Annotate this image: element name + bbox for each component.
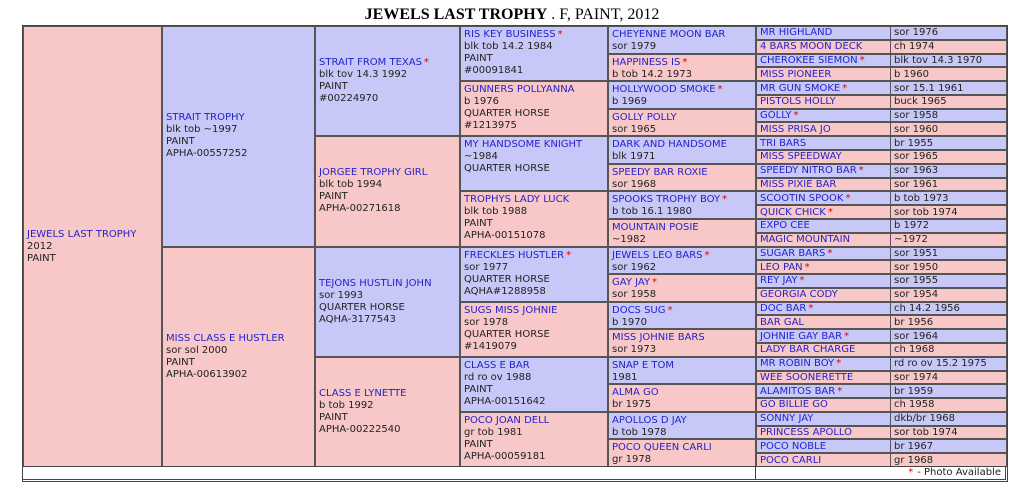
gen6-info-cell: sor 1955 [894, 275, 939, 287]
gen5-horse-cell [608, 302, 756, 330]
horse-detail: APHA-00151642 [464, 395, 546, 407]
horse-detail: blk 1971 [612, 151, 656, 163]
gen6-name-cell [757, 261, 891, 273]
gen6-info-cell: ~1972 [894, 234, 928, 246]
gen6-name-cell [757, 385, 891, 397]
gen5-horse-cell [608, 54, 756, 82]
gen5-horse-cell [608, 329, 756, 357]
gen6-horse-row [756, 315, 1007, 329]
gen6-name-cell [757, 234, 891, 246]
horse-detail: APHA-00151078 [464, 230, 546, 242]
horse-name-link[interactable]: GOLLY [760, 110, 792, 122]
horse-name-link[interactable]: GEORGIA CODY [760, 289, 838, 301]
gen4-horse-cell [460, 357, 608, 412]
gen6-horse-row [756, 219, 1007, 233]
gen6-horse-row [756, 67, 1007, 81]
horse-name-link[interactable]: SPOOKS TROPHY BOY [612, 194, 721, 206]
footer-spacer [22, 466, 755, 480]
gen6-horse-row [756, 398, 1007, 412]
gen6-horse-row [756, 343, 1007, 357]
horse-name-link[interactable]: APOLLOS D JAY [612, 414, 687, 426]
horse-name-link[interactable]: MR ROBIN BOY [760, 358, 835, 370]
gen6-horse-row [756, 247, 1007, 261]
photo-available-icon: * [793, 110, 799, 122]
gen3-horse-cell [315, 136, 460, 246]
horse-detail: sor 1979 [612, 41, 657, 52]
gen6-horse-row [756, 54, 1007, 68]
gen6-horse-row [756, 122, 1007, 136]
gen2-horse-cell [162, 26, 315, 247]
pedigree-table [22, 25, 1008, 482]
horse-detail: blk tob 14.2 1984 [464, 41, 553, 52]
gen6-horse-row [756, 95, 1007, 109]
gen6-info-cell: sor tob 1974 [894, 427, 958, 439]
horse-name-link[interactable]: DOCS SUG [612, 304, 666, 316]
horse-detail: sor sol 2000 [166, 344, 228, 356]
gen6-name-cell [757, 289, 891, 301]
horse-name-link[interactable]: POCO QUEEN CARLI [612, 442, 712, 454]
horse-detail: APHA-00613902 [166, 368, 248, 380]
gen6-info-cell: b 1972 [894, 220, 929, 232]
photo-available-icon: * [858, 165, 864, 177]
photo-available-icon: * [799, 275, 805, 287]
horse-detail: gr 1978 [612, 454, 652, 466]
gen3-horse-cell [315, 247, 460, 357]
horse-name-link[interactable]: PISTOLS HOLLY [760, 96, 836, 108]
horse-detail: 1981 [612, 371, 638, 383]
gen6-info-cell: sor 1963 [894, 165, 939, 177]
gen6-info-cell: ch 14.2 1956 [894, 303, 960, 315]
gen6-name-cell [757, 344, 891, 356]
title-suffix: . F, PAINT, 2012 [551, 6, 660, 23]
gen6-horse-row [756, 26, 1007, 40]
gen6-horse-row [756, 178, 1007, 192]
horse-detail: blk tob 1988 [464, 206, 528, 218]
horse-detail: APHA-00059181 [464, 450, 546, 462]
gen6-name-cell [757, 179, 891, 191]
horse-detail: blk tov 14.3 1992 [319, 69, 408, 81]
gen5-horse-cell [608, 81, 756, 109]
horse-detail: QUARTER HORSE [464, 273, 550, 285]
horse-name-link[interactable]: CHEYENNE MOON BAR [612, 29, 726, 40]
horse-detail: #00091841 [464, 65, 524, 76]
gen6-name-cell [757, 41, 891, 53]
gen4-horse-cell [460, 81, 608, 136]
gen6-horse-row [756, 205, 1007, 219]
horse-detail: PAINT [464, 218, 493, 230]
photo-available-icon: * [704, 249, 710, 261]
photo-available-icon: * [557, 29, 563, 40]
gen6-name-cell [757, 137, 891, 149]
horse-name-link[interactable]: MISS PIONEER [760, 68, 832, 80]
horse-name-link[interactable]: POCO CARLI [760, 454, 822, 466]
gen5-horse-cell [608, 274, 756, 302]
photo-legend-text: - Photo Available [917, 467, 1001, 478]
gen5-horse-cell [608, 164, 756, 192]
horse-detail: sor 1993 [319, 289, 364, 301]
gen6-name-cell [757, 248, 891, 260]
horse-name-link[interactable]: MISS CLASS E HUSTLER [166, 332, 285, 344]
gen6-info-cell: ch 1974 [894, 41, 935, 53]
gen6-name-cell [757, 372, 891, 384]
horse-name-link[interactable]: STRAIT FROM TEXAS [319, 57, 422, 69]
horse-name-link[interactable]: MISS JOHNIE BARS [612, 332, 705, 344]
horse-name-link[interactable]: HAPPINESS IS [612, 56, 681, 68]
gen5-horse-cell [608, 191, 756, 219]
gen6-info-cell: ch 1968 [894, 344, 935, 356]
horse-name-link[interactable]: CHEROKEE SIEMON [760, 54, 858, 66]
horse-name-link[interactable]: SPEEDY BAR ROXIE [612, 166, 708, 178]
gen6-name-cell [757, 123, 891, 135]
gen6-info-cell: br 1955 [894, 137, 934, 149]
horse-name-link[interactable]: ALMA GO [612, 387, 659, 399]
gen6-info-cell: gr 1968 [894, 454, 934, 466]
horse-detail: APHA-00222540 [319, 423, 401, 435]
horse-detail: b 1970 [612, 316, 647, 328]
horse-name-link[interactable]: SONNY JAY [760, 413, 814, 425]
horse-detail: #1419079 [464, 340, 517, 352]
horse-detail: APHA-00557252 [166, 148, 248, 160]
photo-available-icon: * [842, 82, 848, 94]
horse-detail: b tob 14.2 1973 [612, 68, 692, 80]
photo-available-icon: * [566, 249, 572, 261]
gen6-info-cell: sor tob 1974 [894, 206, 958, 218]
horse-name-link[interactable]: DARK AND HANDSOME [612, 139, 727, 151]
horse-name-link[interactable]: MR GUN SMOKE [760, 82, 841, 94]
photo-available-icon: * [859, 54, 865, 66]
horse-detail: ~1984 [464, 151, 498, 163]
photo-available-icon: * [423, 57, 429, 69]
gen6-name-cell [757, 413, 891, 425]
horse-detail: PAINT [464, 438, 493, 450]
horse-name-link[interactable]: MISS SPEEDWAY [760, 151, 842, 163]
gen6-name-cell [757, 330, 891, 342]
horse-name-link[interactable]: JEWELS LEO BARS [612, 249, 703, 261]
horse-detail: QUARTER HORSE [319, 301, 405, 313]
gen6-name-cell [757, 82, 891, 94]
horse-detail: QUARTER HORSE [464, 328, 550, 340]
gen6-name-cell [757, 192, 891, 204]
gen6-info-cell: buck 1965 [894, 96, 947, 108]
gen2-horse-cell [162, 247, 315, 468]
gen6-name-cell [757, 220, 891, 232]
horse-detail: PAINT [319, 191, 348, 203]
horse-detail: b 1969 [612, 96, 647, 108]
gen4-horse-cell [460, 302, 608, 357]
gen6-info-cell: sor 1974 [894, 371, 939, 383]
horse-detail: AQHA-3177543 [319, 313, 396, 325]
gen6-horse-row [756, 233, 1007, 247]
gen6-horse-row [756, 288, 1007, 302]
gen6-name-cell [757, 275, 891, 287]
gen6-info-cell: dkb/br 1968 [894, 413, 955, 425]
photo-available-icon: * [836, 358, 842, 370]
gen4-horse-cell [460, 412, 608, 467]
gen6-info-cell: sor 1965 [894, 151, 939, 163]
photo-available-icon: * [808, 303, 814, 315]
gen6-info-cell: sor 1958 [894, 110, 939, 122]
gen6-name-cell [757, 151, 891, 163]
gen6-name-cell [757, 358, 891, 370]
horse-name-link[interactable]: JORGEE TROPHY GIRL [319, 167, 428, 179]
gen6-horse-row [756, 164, 1007, 178]
horse-name-link[interactable]: DOC BAR [760, 303, 807, 315]
photo-available-icon: * [652, 277, 658, 289]
horse-detail: QUARTER HORSE [464, 108, 550, 120]
gen6-info-cell: br 1959 [894, 385, 934, 397]
horse-name-link[interactable]: MOUNTAIN POSIE [612, 221, 699, 233]
horse-name-link[interactable]: GO BILLIE GO [760, 399, 828, 411]
horse-detail: PAINT [166, 356, 195, 368]
gen6-name-cell [757, 303, 891, 315]
gen5-horse-cell [608, 219, 756, 247]
horse-detail: b tob 1992 [319, 399, 374, 411]
subject-name-link[interactable]: JEWELS LAST TROPHY [27, 228, 137, 240]
photo-available-icon: * [827, 206, 833, 218]
horse-name-link[interactable]: JOHNIE GAY BAR [760, 330, 843, 342]
gen6-info-cell: sor 1950 [894, 261, 939, 273]
horse-name-link[interactable]: EXPO CEE [760, 220, 810, 232]
gen6-horse-row [756, 357, 1007, 371]
photo-available-icon: * [667, 304, 673, 316]
horse-detail: ~1982 [612, 233, 646, 245]
horse-name-link[interactable]: TRI BARS [760, 137, 807, 149]
horse-name-link[interactable]: QUICK CHICK [760, 206, 826, 218]
horse-name-link[interactable]: MISS PIXIE BAR [760, 178, 837, 190]
horse-detail: AQHA#1288958 [464, 285, 546, 297]
gen5-horse-cell [608, 412, 756, 440]
subject-breed: PAINT [27, 252, 56, 264]
gen6-horse-row [756, 109, 1007, 123]
horse-name-link[interactable]: STRAIT TROPHY [166, 112, 245, 124]
gen6-info-cell: br 1967 [894, 440, 934, 452]
horse-name-link[interactable]: BAR GAL [760, 316, 804, 328]
horse-detail: blk tob 1994 [319, 179, 383, 191]
horse-name-link[interactable]: CLASS E LYNETTE [319, 387, 407, 399]
gen4-horse-cell [460, 136, 608, 191]
horse-name-link[interactable]: SUGAR BARS [760, 247, 826, 259]
horse-detail: rd ro ov 1988 [464, 371, 532, 383]
gen6-horse-row [756, 150, 1007, 164]
gen5-horse-cell [608, 357, 756, 385]
horse-detail: PAINT [464, 53, 493, 64]
horse-detail: sor 1968 [612, 178, 657, 190]
gen5-horse-cell [608, 26, 756, 54]
gen6-horse-row [756, 81, 1007, 95]
gen5-horse-cell [608, 247, 756, 275]
gen6-name-cell [757, 165, 891, 177]
gen6-info-cell: ch 1958 [894, 399, 935, 411]
horse-name-link[interactable]: CLASS E BAR [464, 359, 530, 371]
horse-name-link[interactable]: TROPHYS LADY LUCK [464, 194, 570, 206]
gen6-name-cell [757, 55, 891, 67]
horse-name-link[interactable]: SUGS MISS JOHNIE [464, 304, 558, 316]
photo-available-icon: * [845, 192, 851, 204]
photo-available-icon: * [682, 56, 688, 68]
horse-detail: PAINT [166, 136, 195, 148]
horse-detail: b tob 16.1 1980 [612, 206, 692, 218]
horse-name-link[interactable]: 4 BARS MOON DECK [760, 41, 863, 53]
gen6-horse-row [756, 412, 1007, 426]
photo-available-icon: * [722, 194, 728, 206]
gen3-horse-cell [315, 357, 460, 467]
horse-detail: sor 1973 [612, 344, 657, 356]
horse-name-link[interactable]: MY HANDSOME KNIGHT [464, 139, 583, 151]
gen6-name-cell [757, 68, 891, 80]
gen6-name-cell [757, 27, 891, 39]
horse-name-link[interactable]: MR HIGHLAND [760, 27, 833, 39]
horse-detail: APHA-00271618 [319, 203, 401, 215]
horse-name-link[interactable]: SNAP E TOM [612, 359, 674, 371]
gen6-horse-row [756, 191, 1007, 205]
photo-available-icon: * [827, 247, 833, 259]
gen5-horse-cell [608, 384, 756, 412]
gen6-name-cell [757, 110, 891, 122]
gen6-horse-row [756, 274, 1007, 288]
gen6-horse-row [756, 40, 1007, 54]
gen6-horse-row [756, 453, 1007, 467]
horse-name-link[interactable]: SPEEDY NITRO BAR [760, 165, 857, 177]
horse-name-link[interactable]: GUNNERS POLLYANNA [464, 84, 575, 96]
horse-detail: br 1975 [612, 399, 652, 411]
horse-name-link[interactable]: TEJONS HUSTLIN JOHN [319, 277, 432, 289]
gen6-name-cell [757, 440, 891, 452]
gen6-horse-row [756, 384, 1007, 398]
gen6-horse-row [756, 371, 1007, 385]
horse-detail: PAINT [319, 411, 348, 423]
horse-name-link[interactable]: HOLLYWOOD SMOKE [612, 84, 716, 96]
gen6-horse-row [756, 260, 1007, 274]
horse-name-link[interactable]: POCO JOAN DELL [464, 414, 550, 426]
horse-detail: sor 1958 [612, 289, 657, 301]
subject-year: 2012 [27, 240, 53, 252]
horse-name-link[interactable]: PRINCESS APOLLO [760, 427, 852, 439]
horse-name-link[interactable]: MAGIC MOUNTAIN [760, 234, 851, 246]
horse-name-link[interactable]: SCOOTIN SPOOK [760, 192, 844, 204]
gen6-info-cell: blk tov 14.3 1970 [894, 54, 983, 66]
horse-detail: QUARTER HORSE [464, 163, 550, 175]
horse-name-link[interactable]: REY JAY [760, 275, 798, 287]
gen4-horse-cell [460, 26, 608, 81]
gen6-horse-row [756, 329, 1007, 343]
horse-name-link[interactable]: RIS KEY BUSINESS [464, 29, 556, 40]
page-title [0, 6, 1024, 24]
gen3-horse-cell [315, 26, 460, 136]
horse-detail: #00224970 [319, 93, 379, 105]
horse-detail: sor 1965 [612, 123, 657, 135]
horse-detail: b 1976 [464, 96, 499, 108]
gen6-info-cell: sor 1954 [894, 289, 939, 301]
gen4-horse-cell [460, 191, 608, 246]
gen5-horse-cell [608, 109, 756, 137]
gen6-info-cell: sor 1964 [894, 330, 939, 342]
title-horse-name: JEWELS LAST TROPHY [364, 6, 548, 23]
horse-name-link[interactable]: FRECKLES HUSTLER [464, 249, 565, 261]
gen5-horse-cell [608, 439, 756, 467]
horse-name-link[interactable]: GOLLY POLLY [612, 111, 677, 123]
horse-name-link[interactable]: LEO PAN [760, 261, 803, 273]
photo-star-icon: * [908, 467, 914, 478]
gen6-name-cell [757, 206, 891, 218]
horse-name-link[interactable]: POCO NOBLE [760, 440, 827, 452]
gen6-name-cell [757, 427, 891, 439]
gen6-info-cell: sor 1961 [894, 178, 939, 190]
horse-name-link[interactable]: LADY BAR CHARGE [760, 344, 856, 356]
gen6-horse-row [756, 426, 1007, 440]
gen6-info-cell: sor 1960 [894, 123, 939, 135]
gen6-name-cell [757, 454, 891, 466]
horse-detail: b tob 1978 [612, 426, 667, 438]
horse-name-link[interactable]: MISS PRISA JO [760, 123, 831, 135]
horse-name-link[interactable]: GAY JAY [612, 277, 651, 289]
gen6-horse-row [756, 439, 1007, 453]
horse-name-link[interactable]: WEE SOONERETTE [760, 371, 854, 383]
gen5-horse-cell [608, 136, 756, 164]
gen6-info-cell: b tob 1973 [894, 192, 949, 204]
gen6-info-cell: br 1956 [894, 316, 934, 328]
photo-available-icon: * [804, 261, 810, 273]
gen6-name-cell [757, 316, 891, 328]
horse-detail: PAINT [464, 383, 493, 395]
gen4-horse-cell [460, 247, 608, 302]
gen6-name-cell [757, 399, 891, 411]
gen6-horse-row [756, 302, 1007, 316]
gen6-info-cell: sor 1951 [894, 247, 939, 259]
photo-available-icon: * [844, 330, 850, 342]
gen6-info-cell: sor 15.1 1961 [894, 82, 964, 94]
photo-available-icon: * [837, 385, 843, 397]
photo-available-icon: * [717, 84, 723, 96]
subject-cell [23, 26, 162, 467]
horse-detail: #1213975 [464, 120, 517, 132]
gen6-info-cell: rd ro ov 15.2 1975 [894, 358, 987, 370]
horse-detail: sor 1977 [464, 261, 509, 273]
gen6-horse-row [756, 136, 1007, 150]
gen6-name-cell [757, 96, 891, 108]
horse-name-link[interactable]: ALAMITOS BAR [760, 385, 836, 397]
gen6-info-cell: b 1960 [894, 68, 929, 80]
photo-legend [755, 466, 1006, 480]
horse-detail: sor 1962 [612, 261, 657, 273]
horse-detail: gr tob 1981 [464, 426, 523, 438]
horse-detail: sor 1978 [464, 316, 509, 328]
horse-detail: PAINT [319, 81, 348, 93]
horse-detail: blk tob ~1997 [166, 124, 238, 136]
gen6-info-cell: sor 1976 [894, 27, 939, 39]
